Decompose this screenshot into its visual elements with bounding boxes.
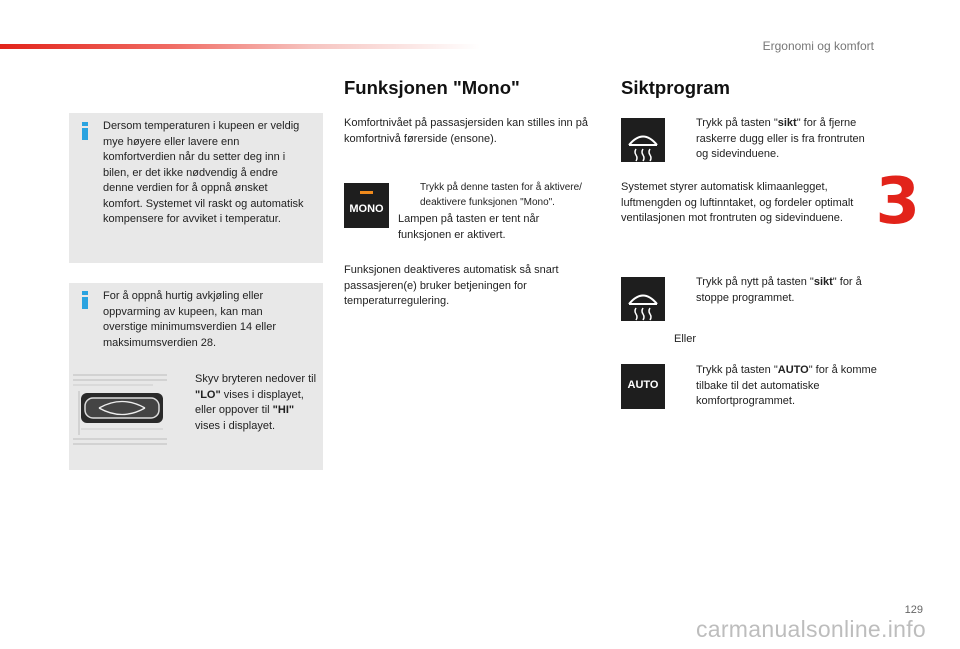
mono-lamp-text: Lampen på tasten er tent når funksjonen er aktivert.	[398, 213, 540, 241]
auto-button-label: AUTO	[627, 379, 659, 391]
step-sikt-stop: Trykk på nytt på tasten "sikt" for å stoppe programmet.	[696, 276, 862, 304]
sikt-title: Siktprogram	[621, 77, 730, 98]
windshield-defrost-icon	[621, 118, 665, 162]
mono-deactivate-text: Funksjonen deaktiveres automatisk så snart passasjeren(e) bruker betjeningen for temperaturregulering.	[344, 264, 559, 307]
step-mono-toggle: Trykk på denne tasten for å aktivere/ deaktivere funksjonen "Mono".	[420, 182, 582, 208]
info-box-fast-cooling	[69, 283, 323, 470]
page-number: 129	[904, 604, 923, 616]
chapter-number: 3	[875, 165, 920, 239]
mono-intro: Komfortnivået på passasjersiden kan stilles inn på komfortnivå førerside (ensone).	[344, 117, 588, 145]
defrost-button-image-2	[621, 277, 665, 321]
windshield-defrost-icon	[621, 277, 665, 321]
step-auto: Trykk på tasten "AUTO" for å komme tilbake til det automatiske komfortprogrammet.	[696, 364, 877, 407]
sikt-system-text: Systemet styrer automatisk klimaanlegget, luftmengden og luftinntaket, og fordeler optimalt ventilasjonen mot frontruten og sidevinduene.	[621, 181, 854, 224]
auto-button-image	[621, 364, 665, 409]
info-text-fast-cooling: For å oppnå hurtig avkjøling eller oppvarming av kupeen, kan man overstige minimumsverdien 14 eller maksimumsverdien 28.	[103, 290, 277, 349]
defrost-button-image	[621, 118, 665, 162]
mono-button-label: MONO	[349, 203, 384, 215]
step-slide-switch: Skyv bryteren nedover til "LO" vises i displayet, eller oppover til "HI" vises i displayet.	[195, 373, 317, 432]
or-text: Eller	[674, 333, 697, 345]
info-icon	[82, 291, 88, 309]
temperature-switch-illustration	[73, 371, 177, 451]
watermark: carmanualsonline.info	[695, 616, 926, 642]
info-icon	[82, 122, 88, 140]
mono-button-image	[344, 183, 389, 228]
mono-indicator-lamp	[360, 191, 373, 194]
step-sikt-start: Trykk på tasten "sikt" for å fjerne raskerre dugg eller is fra frontruten og sidevinduene.	[696, 117, 865, 160]
info-box-temperature	[69, 113, 323, 263]
mono-title: Funksjonen "Mono"	[344, 77, 520, 98]
header-accent-bar	[0, 44, 480, 49]
section-header: Ergonomi og komfort	[762, 39, 874, 53]
info-text-temperature: Dersom temperaturen i kupeen er veldig mye høyere eller lavere enn komfortverdien når du setter deg inn i bilen, er det ikke nødvendig å endre denne verdien for å oppnå ønsket komfort. Systemet vil raskt og automatisk kompensere for avviket i temperatur.	[103, 120, 304, 225]
